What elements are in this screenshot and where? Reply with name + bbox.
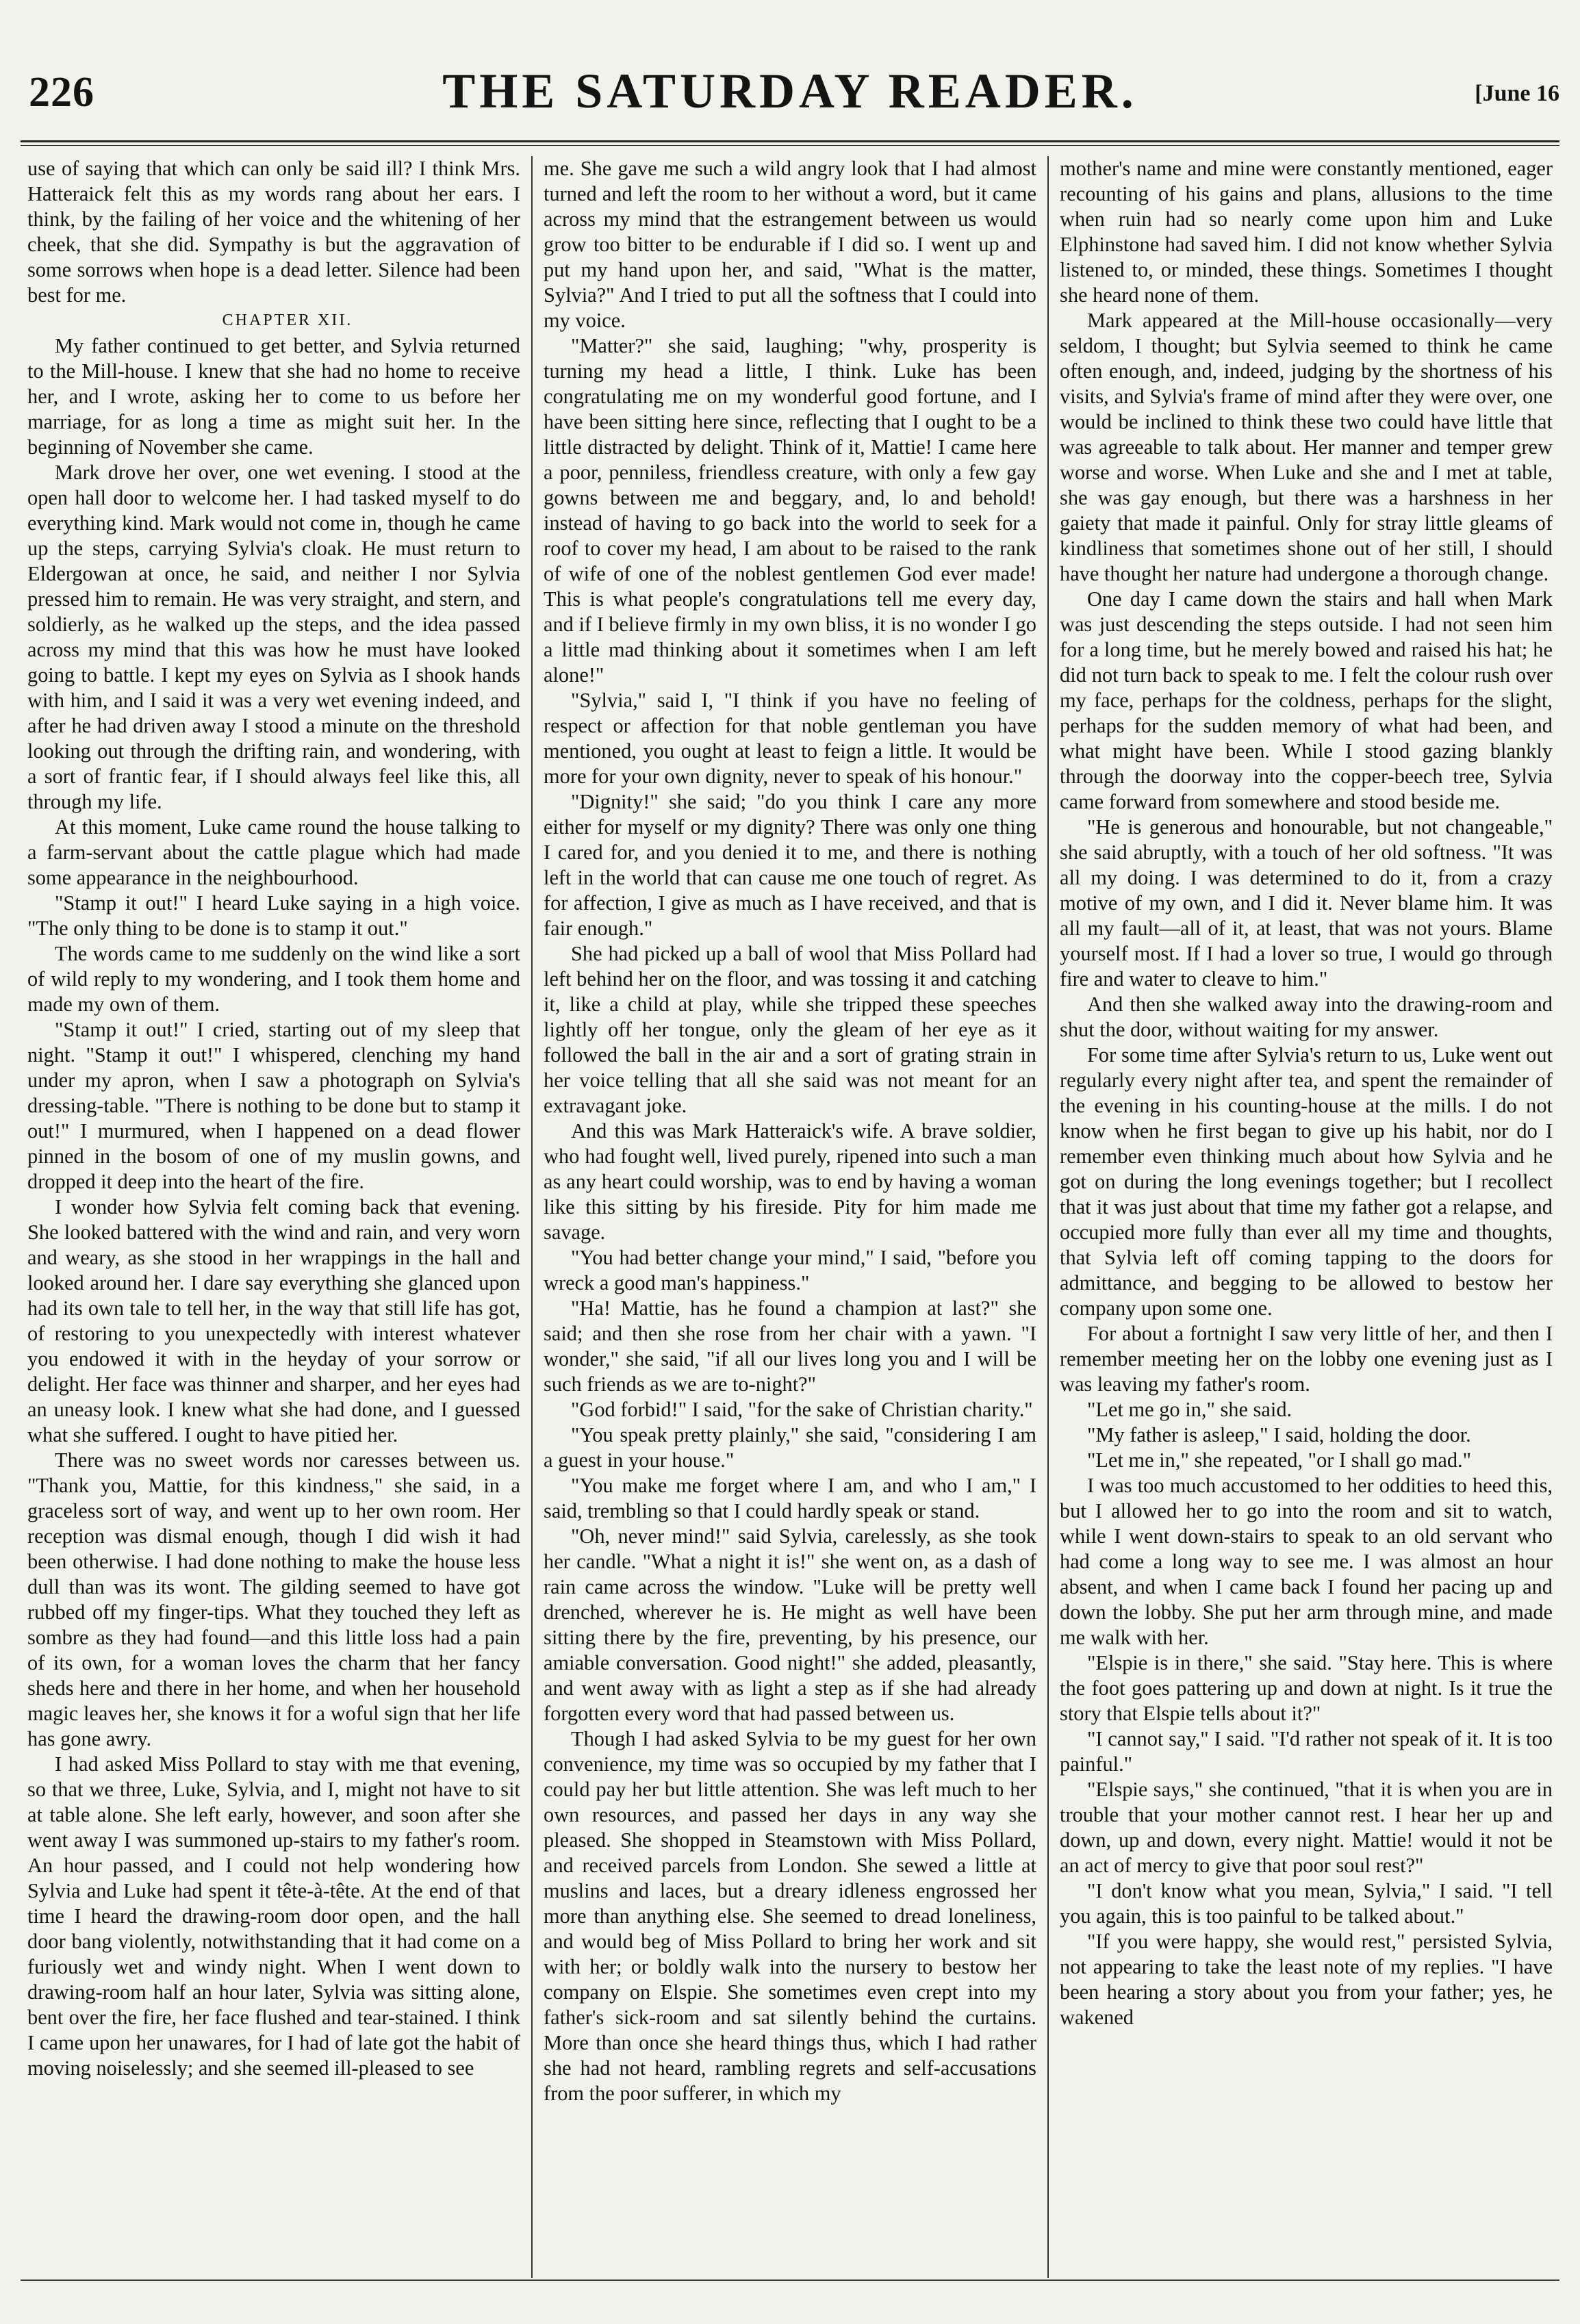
header-rule bbox=[21, 140, 1559, 142]
header-rule-thin bbox=[21, 145, 1559, 146]
paragraph: "Sylvia," said I, "I think if you have no feeling of respect or affection for that noble gentleman you have mentioned, you ought at least to feign a little. It would be more for your own dignity, never to speak of his honour." bbox=[544, 689, 1036, 788]
paragraph: She had picked up a ball of wool that Miss Pollard had left behind her on the floor, and was tossing it and catching it, like a child at play, while she tripped these speeches lightly off her tongue, only the gleam of her eye as it followed the ball in the air and a sort of grating strain in her voice telling that all she said was not meant for an extravagant joke. bbox=[544, 942, 1036, 1117]
paragraph: And this was Mark Hatteraick's wife. A brave soldier, who had fought well, lived purely, ripened into such a man as any heart could worship, was to end by having a woman like this sitting by his fireside. Pity for him made me savage. bbox=[544, 1119, 1036, 1244]
page-number: 226 bbox=[29, 69, 94, 116]
paragraph: At this moment, Luke came round the house talking to a farm-servant about the cattle plague which had made some appearance in the neighbourhood. bbox=[27, 815, 520, 889]
paragraph: I was too much accustomed to her oddities to heed this, but I allowed her to go into the room and sit to watch, while I went down-stairs to speak to an old servant who had come a long way to see me. I was almost an hour absent, and when I came back I found her pacing up and down the lobby. She put her arm through mine, and made me walk with her. bbox=[1060, 1474, 1553, 1649]
masthead-title: THE SATURDAY READER. bbox=[442, 64, 1138, 118]
paragraph: "You speak pretty plainly," she said, "considering I am a guest in your house." bbox=[544, 1423, 1036, 1472]
paragraph: "Matter?" she said, laughing; "why, prosperity is turning my head a little, I think. Luke has been congratulating me on my wonderful good fortune, and I have been sitting here since, reflecting that I ought to be a little distracted by delight. Think of it, Mattie! I came here a poor, penniless, friendless creature, with only a few gay gowns between me and beggary, and, lo and behold! instead of having to go back into the world to seek for a roof to cover my head, I am about to be raised to the rank of wife of one of the noblest gentlemen God ever made! This is what people's congratulations tell me every day, and if I believe firmly in my own bliss, it is no wonder I go a little mad thinking about it sometimes when I am left alone!" bbox=[544, 334, 1036, 687]
paragraph: me. She gave me such a wild angry look that I had almost turned and left the room to her without a word, but it came across my mind that the estrangement between us would grow too bitter to be endurable if I did so. I went up and put my hand upon her, and said, "What is the matter, Sylvia?" And I tried to put all the softness that I could into my voice. bbox=[544, 157, 1036, 332]
paragraph: I had asked Miss Pollard to stay with me that evening, so that we three, Luke, Sylvia, and I, might not have to sit at table alone. She left early, however, and soon after she went away I was summoned up-stairs to my father's room. An hour passed, and I could not help wondering how Sylvia and Luke had spent it tête-à-tête. At the end of that time I heard the drawing-room door open, and the hall door bang violently, notwithstanding that it had come on a furiously wet and windy night. When I went down to drawing-room half an hour later, Sylvia was sitting alone, bent over the fire, her face flushed and tear-stained. I think I came upon her unawares, for I had of late got the habit of moving noiselessly; and she seemed ill-pleased to see bbox=[27, 1752, 520, 2080]
paragraph: "My father is asleep," I said, holding the door. bbox=[1087, 1423, 1471, 1446]
paragraph: "Dignity!" she said; "do you think I care any more either for myself or my dignity? There was only one thing I cared for, and you denied it to me, and there is nothing left in the world that can cause me one touch of regret. As for affection, I give as much as I have received, and that is fair enough." bbox=[544, 790, 1036, 940]
page-header bbox=[0, 0, 1580, 157]
paragraph: "Elspie is in there," she said. "Stay here. This is where the foot goes pattering up and down at night. Is it true the story that Elspie tells about it?" bbox=[1060, 1651, 1553, 1725]
paragraph: Though I had asked Sylvia to be my guest for her own convenience, my time was so occupied by my father that I could pay her but little attention. She was left much to her own resources, and passed her days in any way she pleased. She shopped in Steamstown with Miss Pollard, and received parcels from London. She sewed a little at muslins and laces, but a dreary idleness engrossed her more than anything else. She seemed to dread loneliness, and would beg of Miss Pollard to bring her work and sit with her; or boldly walk into the nursery to bestow her company on Elspie. She sometimes even crept into my father's sick-room and sat silently behind the curtains. More than once she heard things thus, which I had rather she had not heard, rambling regrets and self-accusations from the poor sufferer, in which my bbox=[544, 1727, 1036, 2105]
paragraph: The words came to me suddenly on the wind like a sort of wild reply to my wondering, and I took them home and made my own of them. bbox=[27, 942, 520, 1016]
column-divider bbox=[531, 156, 533, 2278]
paragraph: "Elspie says," she continued, "that it is when you are in trouble that your mother cannot rest. I hear her up and down, up and down, every night. Mattie! would it not be an act of mercy to give that poor soul rest?" bbox=[1060, 1778, 1553, 1877]
paragraph: use of saying that which can only be said ill? I think Mrs. Hatteraick felt this as my words rang about her ears. I think, by the failing of her voice and the whitening of her cheek, that she did. Sympathy is but the aggravation of some sorrows when hope is a dead letter. Silence had been best for me. bbox=[27, 157, 520, 307]
paragraph: Mark drove her over, one wet evening. I stood at the open hall door to welcome her. I had tasked myself to do everything kind. Mark would not come in, though he came up the steps, carrying Sylvia's cloak. He must return to Eldergowan at once, he said, and neither I nor Sylvia pressed him to remain. He was very straight, and stern, and soldierly, as he walked up the steps, and the idea passed across my mind that this was how he must have looked going to battle. I kept my eyes on Sylvia as I shook hands with him, and I said it was a very wet evening indeed, and after he had driven away I stood a minute on the threshold looking out through the drifting rain, and wondering, with a sort of frantic fear, if I should always feel like this, all through my life. bbox=[27, 461, 520, 813]
paragraph: For about a fortnight I saw very little of her, and then I remember meeting her on the lobby one evening just as I was leaving my father's room. bbox=[1060, 1322, 1553, 1396]
paragraph: "Ha! Mattie, has he found a champion at last?" she said; and then she rose from her chair with a yawn. "I wonder," she said, "if all our lives long you and I will be such friends as we are to-night?" bbox=[544, 1297, 1036, 1396]
paragraph: And then she walked away into the drawing-room and shut the door, without waiting for my answer. bbox=[1060, 993, 1553, 1041]
paragraph: "Stamp it out!" I heard Luke saying in a high voice. "The only thing to be done is to stamp it out." bbox=[27, 891, 520, 940]
footer-rule bbox=[21, 2280, 1559, 2281]
chapter-heading: CHAPTER XII. bbox=[222, 311, 353, 329]
paragraph: I wonder how Sylvia felt coming back that evening. She looked battered with the wind and rain, and very worn and weary, as she stood in her wrappings in the hall and looked around her. I dare say everything she glanced upon had its own tale to tell her, in the way that still life has got, of restoring to you unexpectedly with interest whatever you endowed it with in the heyday of your sorrow or delight. Her face was thinner and sharper, and her eyes had an uneasy look. I knew what she had done, and I guessed what she suffered. I ought to have pitied her. bbox=[27, 1195, 520, 1446]
column-divider bbox=[1047, 156, 1049, 2278]
paragraph: "God forbid!" I said, "for the sake of Christian charity." bbox=[571, 1398, 1033, 1421]
paragraph: "He is generous and honourable, but not changeable," she said abruptly, with a touch of her old softness. "It was all my doing. I was determined to do it, from a crazy motive of my own, and I did it. Never blame him. It was all my fault—all of it, at least, that was not yours. Blame yourself most. If I had a lover so true, I would go through fire and water to cleave to him." bbox=[1060, 815, 1553, 991]
paragraph: "You make me forget where I am, and who I am," I said, trembling so that I could hardly speak or stand. bbox=[544, 1474, 1036, 1522]
paragraph: "If you were happy, she would rest," persisted Sylvia, not appearing to take the least note of my replies. "I have been hearing a story about you from your father; yes, he wakened bbox=[1060, 1930, 1553, 2029]
paragraph: There was no sweet words nor caresses between us. "Thank you, Mattie, for this kindness," she said, in a graceless sort of way, and went up to her own room. Her reception was dismal enough, though I did wish it had been otherwise. I had done nothing to make the house less dull than was its wont. The gilding seemed to have got rubbed off my finger-tips. What they touched they left as sombre as they had found—and this little loss had a pain of its own, for a woman loves the charm that her fancy sheds here and there in her home, and when her household magic leaves her, she knows it for a woful sign that her life has gone awry. bbox=[27, 1448, 520, 1750]
paragraph: "Let me in," she repeated, "or I shall go mad." bbox=[1087, 1448, 1472, 1472]
paragraph: "You had better change your mind," I said, "before you wreck a good man's happiness." bbox=[544, 1246, 1036, 1294]
text-column-1 bbox=[27, 156, 520, 2278]
paragraph: "I don't know what you mean, Sylvia," I said. "I tell you again, this is too painful to be talked about." bbox=[1060, 1879, 1553, 1928]
paragraph: "Oh, never mind!" said Sylvia, carelessly, as she took her candle. "What a night it is!" she went on, as a dash of rain came across the window. "Luke will be pretty well drenched, wherever he is. He might as well have been sitting there by the fire, preventing, by his presence, our amiable conversation. Good night!" she added, pleasantly, and went away with as light a step as if she had already forgotten every word that had passed between us. bbox=[544, 1524, 1036, 1725]
paragraph: "Let me go in," she said. bbox=[1087, 1398, 1292, 1421]
paragraph: My father continued to get better, and Sylvia returned to the Mill-house. I knew that she had no home to receive her, and I wrote, asking her to come to us before her marriage, for as long a time as might suit her. In the beginning of November she came. bbox=[27, 334, 520, 459]
paragraph: mother's name and mine were constantly mentioned, eager recounting of his gains and plans, allusions to the time when ruin had so nearly come upon him and Luke Elphinstone had saved him. I did not know whether Sylvia listened to, or minded, these things. Sometimes I thought she heard none of them. bbox=[1060, 157, 1553, 307]
text-column-3 bbox=[1060, 156, 1553, 2278]
paragraph: For some time after Sylvia's return to us, Luke went out regularly every night after tea, and spent the remainder of the evening in his counting-house at the mills. I do not know when he first began to give up his habit, nor do I remember even thinking much about how Sylvia and he got on during the long evenings together; but I recollect that it was just about that time my father got a relapse, and occupied more fully than ever all my time and thoughts, that Sylvia left off coming tapping to the doors for admittance, and begging to be allowed to bestow her company upon some one. bbox=[1060, 1043, 1553, 1320]
paragraph: Mark appeared at the Mill-house occasionally—very seldom, I thought; but Sylvia seemed to think he came often enough, and, indeed, judging by the shortness of his visits, and Sylvia's frame of mind after they were over, one would be inclined to think these two could have little that was agreeable to talk about. Her manner and temper grew worse and worse. When Luke and she and I met at table, she was gay enough, but there was a harshness in her gaiety that made it painful. Only for stray little gleams of kindliness that sometimes shone out of her still, I should have thought her nature had undergone a thorough change. bbox=[1060, 309, 1553, 585]
paragraph: "I cannot say," I said. "I'd rather not speak of it. It is too painful." bbox=[1060, 1727, 1553, 1776]
text-column-2 bbox=[544, 156, 1036, 2278]
paragraph: One day I came down the stairs and hall when Mark was just descending the steps outside. I had not seen him for a long time, but he merely bowed and raised his hat; he did not turn back to speak to me. I felt the colour rush over my face, perhaps for the coldness, perhaps for the slight, perhaps for the sudden memory of what had been, and what might have been. While I stood gazing blankly through the doorway into the copper-beech tree, Sylvia came forward from somewhere and stood beside me. bbox=[1060, 587, 1553, 813]
paragraph: "Stamp it out!" I cried, starting out of my sleep that night. "Stamp it out!" I whispered, clenching my hand under my apron, when I saw a photograph on Sylvia's dressing-table. "There is nothing to be done but to stamp it out!" I murmured, when I happened on a dead flower pinned in the bosom of one of my muslin gowns, and dropped it deep into the heart of the fire. bbox=[27, 1018, 520, 1193]
issue-date: [June 16 bbox=[1475, 81, 1559, 106]
